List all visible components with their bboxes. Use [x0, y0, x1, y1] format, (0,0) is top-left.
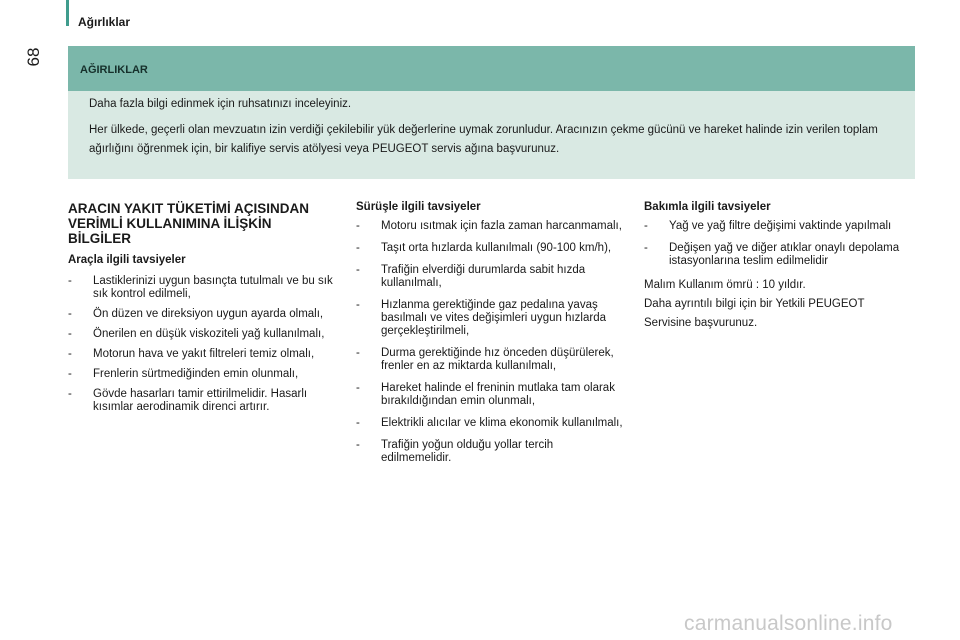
bullet-dash: -	[68, 388, 72, 400]
bullet-dash: -	[356, 242, 360, 254]
list-item	[644, 242, 912, 268]
list-item	[68, 388, 340, 414]
maintenance-tips-list	[644, 220, 912, 268]
bullet-dash: -	[68, 328, 72, 340]
bullet-dash: -	[68, 348, 72, 360]
list-item	[644, 220, 912, 233]
list-item-text: Hareket halinde el freninin mutlaka tam olarak bırakıldığından emin olunmalı,	[381, 382, 615, 407]
list-item	[356, 439, 626, 465]
list-item	[356, 220, 626, 233]
bullet-dash: -	[356, 264, 360, 276]
list-item-text: Lastiklerinizi uygun basınçta tutulmalı ve bu sık sık kontrol edilmeli,	[93, 275, 333, 300]
list-item	[356, 242, 626, 255]
list-item	[68, 308, 340, 321]
list-item-text: Gövde hasarları tamir ettirilmelidir. Hasarlı kısımlar aerodinamik direnci artırır.	[93, 388, 308, 413]
list-item-text: Elektrikli alıcılar ve klima ekonomik kullanılmalı,	[381, 417, 623, 429]
info-box-title: AĞIRLIKLAR	[68, 46, 915, 91]
bullet-dash: -	[68, 308, 72, 320]
info-paragraph: Her ülkede, geçerli olan mevzuatın izin verdiği çekilebilir yük değerlerine uymak zorunludur. Aracınızın çekme gücünü ve hareket halinde izin verilen toplam ağırlığını öğrenmek için, bir kalifiye servis atölyesi veya PEUGEOT servis ağına başvurunuz.	[89, 124, 878, 155]
bullet-dash: -	[68, 275, 72, 287]
driving-tips-subtitle: Sürüşle ilgili tavsiyeler	[356, 201, 481, 213]
list-item-text: Hızlanma gerektiğinde gaz pedalına yavaş basılmalı ve vites değişimleri uygun hızlarda gerçekleştirilmeli,	[381, 299, 606, 337]
column-maintenance	[644, 201, 912, 336]
list-item	[68, 328, 340, 341]
list-item-text: Frenlerin sürtmediğinden emin olunmalı,	[93, 368, 299, 380]
list-item	[356, 347, 626, 373]
list-item-text: Ön düzen ve direksiyon uygun ayarda olmalı,	[93, 308, 324, 320]
list-item	[68, 368, 340, 381]
bullet-dash: -	[356, 347, 360, 359]
list-item	[356, 382, 626, 408]
bullet-dash: -	[356, 299, 360, 311]
column-vehicle	[68, 201, 340, 421]
maintenance-tips-subtitle: Bakımla ilgili tavsiyeler	[644, 201, 771, 213]
column-driving	[356, 201, 626, 474]
bullet-dash: -	[356, 220, 360, 232]
bullet-dash: -	[356, 417, 360, 429]
bullet-dash: -	[68, 368, 72, 380]
list-item-text: Trafiğin yoğun olduğu yollar tercih edilmemelidir.	[381, 439, 554, 464]
bullet-dash: -	[644, 242, 648, 254]
list-item-text: Değişen yağ ve diğer atıklar onaylı depolama istasyonlarına teslim edilmelidir	[669, 242, 900, 267]
list-item	[356, 299, 626, 338]
info-paragraph: Daha fazla bilgi edinmek için ruhsatınızı inceleyiniz.	[89, 98, 352, 110]
bullet-dash: -	[644, 220, 648, 232]
contact-note: Servisine başvurunuz.	[644, 317, 758, 329]
list-item	[68, 348, 340, 361]
list-item	[68, 275, 340, 301]
watermark: carmanualsonline.info	[684, 612, 893, 635]
list-item-text: Motoru ısıtmak için fazla zaman harcanmamalı,	[381, 220, 622, 232]
list-item-text: Durma gerektiğinde hız önceden düşürülerek, frenler en az miktarda kullanılmalı,	[381, 347, 614, 372]
list-item-text: Trafiğin elverdiği durumlarda sabit hızda kullanılmalı,	[381, 264, 586, 289]
section-header: Ağırlıklar	[78, 15, 131, 29]
list-item	[356, 417, 626, 430]
driving-tips-list	[356, 220, 626, 465]
info-box-body	[68, 95, 915, 159]
list-item	[356, 264, 626, 290]
info-box	[68, 46, 915, 179]
fuel-efficiency-title: ARACIN YAKIT TÜKETİMİ AÇISINDAN VERİMLİ KULLANIMINA İLİŞKİN BİLGİLER	[68, 201, 310, 246]
contact-note: Daha ayrıntılı bilgi için bir Yetkili PEUGEOT	[644, 298, 865, 310]
list-item-text: Yağ ve yağ filtre değişimi vaktinde yapılmalı	[669, 220, 892, 232]
list-item-text: Önerilen en düşük viskoziteli yağ kullanılmalı,	[93, 328, 325, 340]
bullet-dash: -	[356, 382, 360, 394]
bullet-dash: -	[356, 439, 360, 451]
vehicle-tips-list	[68, 275, 340, 414]
lifetime-note: Malım Kullanım ömrü : 10 yıldır.	[644, 279, 806, 291]
list-item-text: Taşıt orta hızlarda kullanılmalı (90-100 km/h),	[381, 242, 612, 254]
section-accent-bar	[66, 0, 69, 26]
list-item-text: Motorun hava ve yakıt filtreleri temiz olmalı,	[93, 348, 315, 360]
vehicle-tips-subtitle: Araçla ilgili tavsiyeler	[68, 254, 186, 266]
page-number: 68	[24, 47, 43, 67]
